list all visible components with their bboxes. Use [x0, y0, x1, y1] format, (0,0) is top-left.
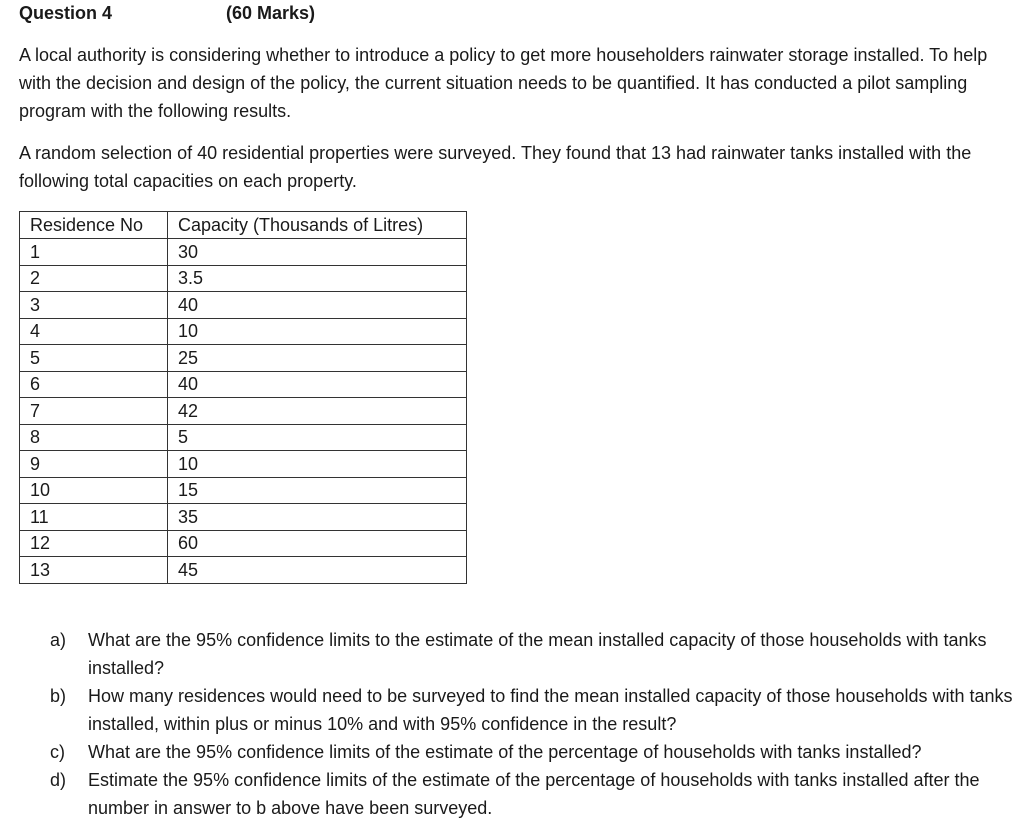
capacity-cell: 25 — [168, 345, 467, 372]
residence-number-cell: 8 — [20, 424, 168, 451]
capacity-cell: 45 — [168, 557, 467, 584]
residence-number-cell: 3 — [20, 292, 168, 319]
table-row — [20, 530, 467, 557]
residence-number-cell: 11 — [20, 504, 168, 531]
question-text: What are the 95% confidence limits of the estimate of the percentage of households with tanks installed? — [88, 742, 922, 762]
table-row — [20, 504, 467, 531]
table-body — [20, 239, 467, 584]
intro-paragraph-2: A random selection of 40 residential properties were surveyed. They found that 13 had rainwater tanks installed with the following total capacities on each property. — [19, 143, 972, 191]
question-label: d) — [50, 770, 67, 790]
residence-number-cell: 5 — [20, 345, 168, 372]
question-list — [50, 626, 1020, 822]
residence-number-cell: 6 — [20, 371, 168, 398]
capacity-cell: 60 — [168, 530, 467, 557]
question-label: c) — [50, 742, 65, 762]
table-row — [20, 557, 467, 584]
capacity-cell: 5 — [168, 424, 467, 451]
capacity-cell: 15 — [168, 477, 467, 504]
residence-number-cell: 13 — [20, 557, 168, 584]
question-title: Question 4 — [19, 3, 113, 23]
table-row — [20, 398, 467, 425]
residence-number-cell: 7 — [20, 398, 168, 425]
question-text: How many residences would need to be surveyed to find the mean installed capacity of those households with tanks installed, within plus or minus 10% and with 95% confidence in the result? — [88, 686, 1013, 734]
capacity-cell: 3.5 — [168, 265, 467, 292]
residence-number-cell: 9 — [20, 451, 168, 478]
intro-paragraph-1: A local authority is considering whether to introduce a policy to get more householders rainwater storage installed. To help with the decision and design of the policy, the current situation needs to be quantified. It has conducted a pilot sampling program with the following results. — [19, 45, 988, 121]
residence-number-cell: 12 — [20, 530, 168, 557]
capacity-cell: 10 — [168, 318, 467, 345]
question-label: a) — [50, 630, 67, 650]
question-label: b) — [50, 686, 67, 706]
question-item — [50, 682, 1020, 738]
table-row — [20, 424, 467, 451]
capacity-cell: 40 — [168, 292, 467, 319]
capacity-cell: 35 — [168, 504, 467, 531]
question-item — [50, 738, 1020, 766]
table-row — [20, 345, 467, 372]
residence-number-cell: 10 — [20, 477, 168, 504]
capacity-cell: 30 — [168, 239, 467, 266]
residence-number-cell: 1 — [20, 239, 168, 266]
table-row — [20, 292, 467, 319]
residence-number-cell: 2 — [20, 265, 168, 292]
table-row — [20, 371, 467, 398]
question-item — [50, 626, 1020, 682]
question-marks: (60 Marks) — [226, 3, 316, 23]
column-header-capacity: Capacity (Thousands of Litres) — [168, 212, 467, 239]
question-item — [50, 766, 1020, 822]
capacity-cell: 42 — [168, 398, 467, 425]
capacity-table — [19, 211, 467, 584]
question-text: Estimate the 95% confidence limits of the estimate of the percentage of households with tanks installed after the number in answer to b above have been surveyed. — [88, 770, 980, 818]
residence-number-cell: 4 — [20, 318, 168, 345]
table-row — [20, 265, 467, 292]
table-row — [20, 477, 467, 504]
table-row — [20, 239, 467, 266]
table-header-row — [20, 212, 467, 239]
capacity-cell: 10 — [168, 451, 467, 478]
question-text: What are the 95% confidence limits to the estimate of the mean installed capacity of those households with tanks installed? — [88, 630, 987, 678]
table-row — [20, 451, 467, 478]
column-header-residence: Residence No — [20, 212, 168, 239]
capacity-cell: 40 — [168, 371, 467, 398]
table-row — [20, 318, 467, 345]
